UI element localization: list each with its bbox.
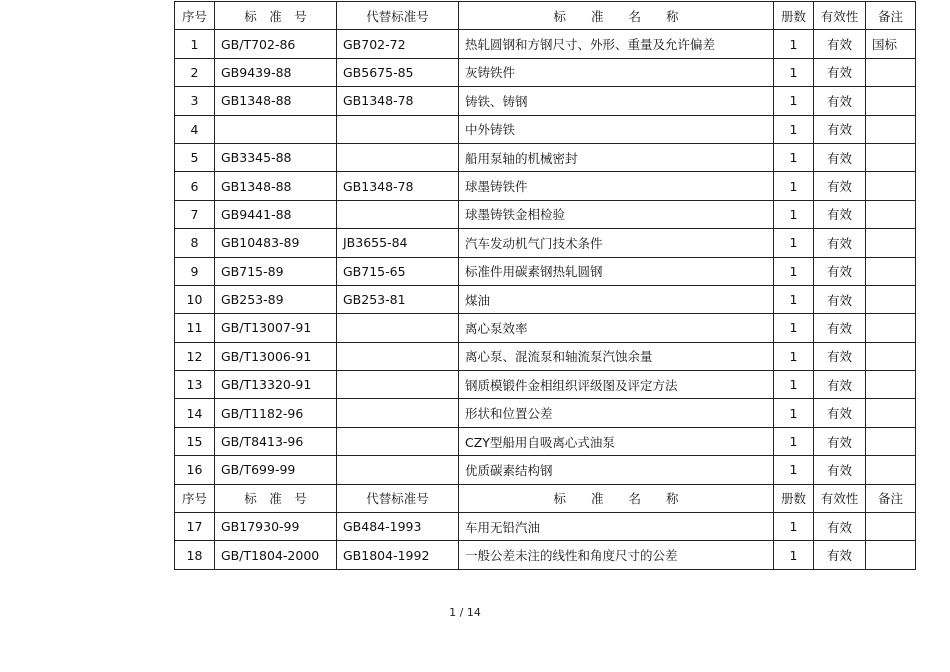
table-row — [175, 58, 916, 86]
cell-note — [866, 314, 916, 342]
cell-standard-number: GB1348-88 — [215, 172, 337, 200]
cell-note — [866, 541, 916, 569]
cell-note — [866, 87, 916, 115]
cell-validity: 有效 — [814, 172, 866, 200]
cell-note — [866, 399, 916, 427]
cell-standard-number: GB9441-88 — [215, 200, 337, 228]
cell-standard-number: GB9439-88 — [215, 58, 337, 86]
cell-standard-number: GB/T13006-91 — [215, 342, 337, 370]
cell-serial-number: 16 — [175, 456, 215, 484]
cell-standard-number: GB/T699-99 — [215, 456, 337, 484]
cell-volumes: 1 — [774, 427, 814, 455]
table-header-row — [175, 484, 916, 512]
cell-serial-number: 9 — [175, 257, 215, 285]
header-volumes: 册数 — [774, 2, 814, 30]
cell-note — [866, 143, 916, 171]
table-row — [175, 30, 916, 58]
cell-standard-number: GB/T13320-91 — [215, 371, 337, 399]
cell-replaced-standard — [337, 115, 459, 143]
table-row — [175, 229, 916, 257]
cell-standard-name: 球墨铸铁金相检验 — [459, 200, 774, 228]
cell-standard-name: 形状和位置公差 — [459, 399, 774, 427]
cell-replaced-standard — [337, 143, 459, 171]
cell-serial-number: 14 — [175, 399, 215, 427]
cell-replaced-standard: GB1804-1992 — [337, 541, 459, 569]
cell-standard-number: GB3345-88 — [215, 143, 337, 171]
header-standard-name: 标 准 名 称 — [459, 484, 774, 512]
cell-validity: 有效 — [814, 427, 866, 455]
header-volumes: 册数 — [774, 484, 814, 512]
cell-validity: 有效 — [814, 229, 866, 257]
cell-note — [866, 513, 916, 541]
cell-standard-name: 离心泵、混流泵和轴流泵汽蚀余量 — [459, 342, 774, 370]
header-standard-number: 标 准 号 — [215, 484, 337, 512]
cell-volumes: 1 — [774, 513, 814, 541]
cell-note — [866, 200, 916, 228]
cell-volumes: 1 — [774, 30, 814, 58]
header-standard-name: 标 准 名 称 — [459, 2, 774, 30]
table-row — [175, 172, 916, 200]
cell-standard-name: 汽车发动机气门技术条件 — [459, 229, 774, 257]
cell-serial-number: 4 — [175, 115, 215, 143]
cell-volumes: 1 — [774, 285, 814, 313]
cell-validity: 有效 — [814, 58, 866, 86]
cell-serial-number: 1 — [175, 30, 215, 58]
cell-volumes: 1 — [774, 371, 814, 399]
cell-serial-number: 8 — [175, 229, 215, 257]
cell-note — [866, 58, 916, 86]
table-row — [175, 399, 916, 427]
cell-volumes: 1 — [774, 342, 814, 370]
cell-validity: 有效 — [814, 200, 866, 228]
cell-volumes: 1 — [774, 257, 814, 285]
cell-validity: 有效 — [814, 257, 866, 285]
cell-volumes: 1 — [774, 143, 814, 171]
header-serial-number: 序号 — [175, 2, 215, 30]
cell-standard-number: GB/T702-86 — [215, 30, 337, 58]
cell-note — [866, 371, 916, 399]
cell-note — [866, 456, 916, 484]
cell-replaced-standard: GB715-65 — [337, 257, 459, 285]
cell-standard-name: 球墨铸铁件 — [459, 172, 774, 200]
table-row — [175, 541, 916, 569]
cell-standard-name: 标准件用碳素钢热轧圆钢 — [459, 257, 774, 285]
cell-volumes: 1 — [774, 58, 814, 86]
cell-validity: 有效 — [814, 143, 866, 171]
cell-validity: 有效 — [814, 371, 866, 399]
table-row — [175, 257, 916, 285]
cell-serial-number: 17 — [175, 513, 215, 541]
cell-validity: 有效 — [814, 285, 866, 313]
cell-serial-number: 18 — [175, 541, 215, 569]
cell-replaced-standard: GB702-72 — [337, 30, 459, 58]
cell-replaced-standard — [337, 399, 459, 427]
cell-replaced-standard: GB253-81 — [337, 285, 459, 313]
cell-note — [866, 115, 916, 143]
cell-standard-name: 热轧圆钢和方钢尺寸、外形、重量及允许偏差 — [459, 30, 774, 58]
cell-standard-number: GB/T1182-96 — [215, 399, 337, 427]
table-row — [175, 371, 916, 399]
cell-serial-number: 13 — [175, 371, 215, 399]
cell-validity: 有效 — [814, 399, 866, 427]
cell-replaced-standard: GB5675-85 — [337, 58, 459, 86]
cell-note — [866, 427, 916, 455]
cell-standard-number: GB715-89 — [215, 257, 337, 285]
cell-replaced-standard: GB484-1993 — [337, 513, 459, 541]
cell-volumes: 1 — [774, 456, 814, 484]
table-row — [175, 427, 916, 455]
cell-standard-name: 灰铸铁件 — [459, 58, 774, 86]
cell-validity: 有效 — [814, 314, 866, 342]
cell-note: 国标 — [866, 30, 916, 58]
table-row — [175, 456, 916, 484]
cell-replaced-standard — [337, 371, 459, 399]
standards-table-body — [175, 2, 916, 570]
table-row — [175, 87, 916, 115]
cell-validity: 有效 — [814, 342, 866, 370]
cell-standard-number: GB10483-89 — [215, 229, 337, 257]
cell-validity: 有效 — [814, 456, 866, 484]
table-row — [175, 513, 916, 541]
cell-standard-name: 离心泵效率 — [459, 314, 774, 342]
table-header-row — [175, 2, 916, 30]
cell-standard-number: GB1348-88 — [215, 87, 337, 115]
cell-standard-number — [215, 115, 337, 143]
cell-standard-name: 钢质模锻件金相组织评级图及评定方法 — [459, 371, 774, 399]
cell-validity: 有效 — [814, 30, 866, 58]
header-replaced-standard: 代替标准号 — [337, 484, 459, 512]
cell-note — [866, 285, 916, 313]
header-note: 备注 — [866, 484, 916, 512]
cell-standard-name: 车用无铅汽油 — [459, 513, 774, 541]
cell-replaced-standard: GB1348-78 — [337, 87, 459, 115]
cell-standard-name: 一般公差未注的线性和角度尺寸的公差 — [459, 541, 774, 569]
cell-validity: 有效 — [814, 541, 866, 569]
cell-standard-name: 铸铁、铸钢 — [459, 87, 774, 115]
cell-volumes: 1 — [774, 200, 814, 228]
cell-serial-number: 6 — [175, 172, 215, 200]
cell-standard-name: 煤油 — [459, 285, 774, 313]
page-number: 1 / 14 — [449, 606, 481, 619]
cell-volumes: 1 — [774, 541, 814, 569]
cell-validity: 有效 — [814, 87, 866, 115]
cell-replaced-standard: JB3655-84 — [337, 229, 459, 257]
cell-volumes: 1 — [774, 87, 814, 115]
cell-replaced-standard: GB1348-78 — [337, 172, 459, 200]
cell-serial-number: 5 — [175, 143, 215, 171]
table-row — [175, 285, 916, 313]
header-standard-number: 标 准 号 — [215, 2, 337, 30]
cell-standard-number: GB253-89 — [215, 285, 337, 313]
cell-note — [866, 172, 916, 200]
cell-serial-number: 7 — [175, 200, 215, 228]
cell-volumes: 1 — [774, 399, 814, 427]
header-note: 备注 — [866, 2, 916, 30]
cell-serial-number: 3 — [175, 87, 215, 115]
table-row — [175, 314, 916, 342]
cell-serial-number: 12 — [175, 342, 215, 370]
table-row — [175, 342, 916, 370]
cell-volumes: 1 — [774, 229, 814, 257]
header-validity: 有效性 — [814, 484, 866, 512]
standards-table — [174, 1, 916, 570]
cell-replaced-standard — [337, 427, 459, 455]
cell-note — [866, 342, 916, 370]
header-validity: 有效性 — [814, 2, 866, 30]
cell-validity: 有效 — [814, 115, 866, 143]
table-row — [175, 143, 916, 171]
cell-serial-number: 15 — [175, 427, 215, 455]
cell-replaced-standard — [337, 456, 459, 484]
cell-standard-name: CZY型船用自吸离心式油泵 — [459, 427, 774, 455]
cell-standard-name: 中外铸铁 — [459, 115, 774, 143]
cell-volumes: 1 — [774, 115, 814, 143]
cell-replaced-standard — [337, 314, 459, 342]
cell-standard-name: 船用泵轴的机械密封 — [459, 143, 774, 171]
cell-serial-number: 10 — [175, 285, 215, 313]
cell-validity: 有效 — [814, 513, 866, 541]
cell-replaced-standard — [337, 342, 459, 370]
header-replaced-standard: 代替标准号 — [337, 2, 459, 30]
table-row — [175, 200, 916, 228]
cell-standard-name: 优质碳素结构钢 — [459, 456, 774, 484]
cell-standard-number: GB/T13007-91 — [215, 314, 337, 342]
cell-volumes: 1 — [774, 172, 814, 200]
table-row — [175, 115, 916, 143]
cell-standard-number: GB/T8413-96 — [215, 427, 337, 455]
cell-serial-number: 2 — [175, 58, 215, 86]
cell-note — [866, 229, 916, 257]
cell-standard-number: GB/T1804-2000 — [215, 541, 337, 569]
cell-note — [866, 257, 916, 285]
cell-replaced-standard — [337, 200, 459, 228]
header-serial-number: 序号 — [175, 484, 215, 512]
cell-serial-number: 11 — [175, 314, 215, 342]
cell-volumes: 1 — [774, 314, 814, 342]
cell-standard-number: GB17930-99 — [215, 513, 337, 541]
